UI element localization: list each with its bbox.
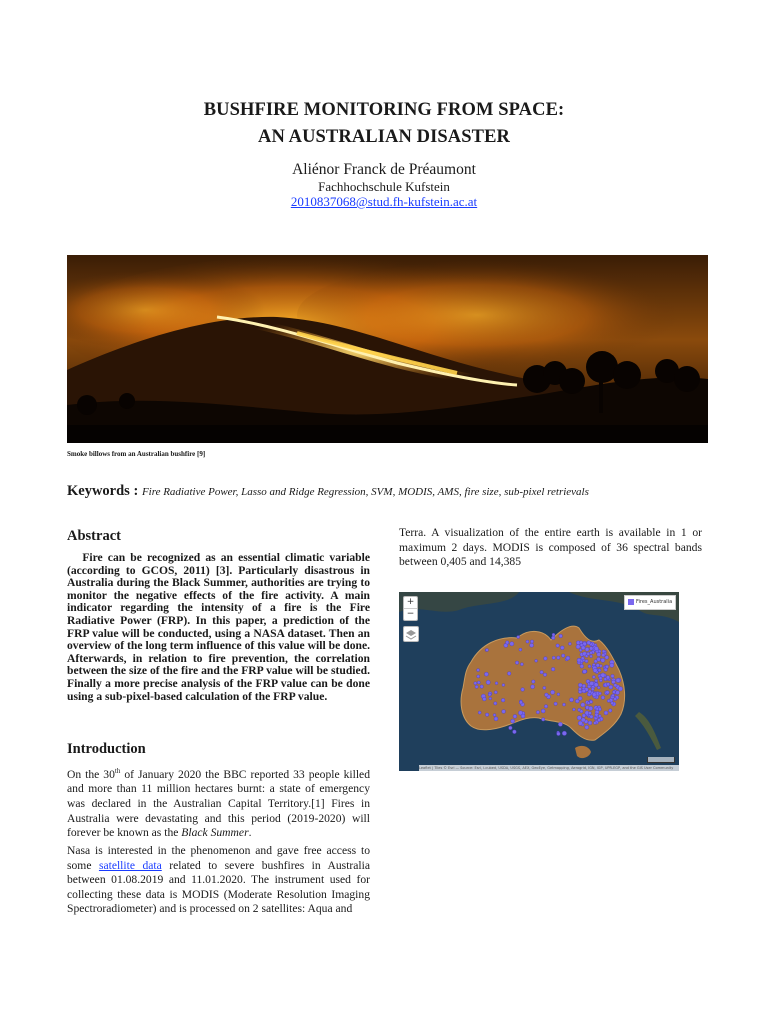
fire-point-marker[interactable]	[557, 656, 560, 659]
fire-point-marker[interactable]	[526, 640, 529, 643]
fire-point-marker[interactable]	[562, 654, 565, 657]
fire-point-marker[interactable]	[607, 699, 610, 702]
fire-point-marker[interactable]	[611, 702, 614, 705]
fire-point-marker[interactable]	[501, 698, 505, 702]
fire-point-marker[interactable]	[495, 682, 498, 685]
fire-point-marker[interactable]	[605, 665, 608, 668]
keywords-separator: :	[129, 483, 142, 499]
p1-sup: th	[114, 767, 121, 775]
fire-point-marker[interactable]	[587, 702, 590, 705]
legend-swatch	[628, 599, 634, 605]
fire-point-marker[interactable]	[589, 647, 593, 651]
fire-point-marker[interactable]	[474, 682, 477, 685]
fire-point-marker[interactable]	[509, 726, 513, 730]
fire-point-marker[interactable]	[578, 721, 582, 725]
fire-point-marker[interactable]	[610, 663, 614, 667]
fire-point-marker[interactable]	[513, 715, 517, 719]
zoom-control	[403, 596, 418, 621]
intro-paragraph-1	[67, 764, 370, 841]
fire-point-marker[interactable]	[581, 646, 585, 650]
fire-point-marker[interactable]	[557, 693, 560, 696]
fire-point-marker[interactable]	[551, 690, 555, 694]
fire-point-marker[interactable]	[595, 713, 598, 716]
fire-point-marker[interactable]	[616, 691, 620, 695]
keywords-text: Fire Radiative Power, Lasso and Ridge Regression, SVM, MODIS, AMS, fire size, sub-pixel retrievals	[141, 486, 589, 498]
fire-point-marker[interactable]	[540, 671, 543, 674]
affiliation: Fachhochschule Kufstein	[318, 179, 450, 194]
fire-point-marker[interactable]	[599, 665, 602, 668]
fire-point-marker[interactable]	[554, 702, 557, 705]
fire-point-marker[interactable]	[587, 652, 590, 655]
satellite-data-link[interactable]: satellite data	[98, 858, 162, 872]
fire-point-marker[interactable]	[544, 705, 547, 708]
bushfire-photo	[67, 255, 708, 443]
fire-point-marker[interactable]	[581, 703, 585, 707]
fire-point-marker[interactable]	[558, 722, 562, 726]
fire-point-marker[interactable]	[589, 712, 592, 715]
intro-paragraph-3: Terra. A visualization of the entire earth is available in 1 or maximum 2 days. MODIS is composed of 36 spectral bands between 0,405 and 14,385	[399, 526, 702, 569]
fire-point-marker[interactable]	[477, 669, 480, 672]
fire-point-marker[interactable]	[614, 684, 617, 687]
fire-point-marker[interactable]	[601, 696, 605, 700]
fire-point-marker[interactable]	[582, 684, 586, 688]
fire-point-marker[interactable]	[612, 691, 615, 694]
fire-point-marker[interactable]	[477, 681, 480, 684]
fire-point-marker[interactable]	[494, 691, 497, 694]
fire-point-marker[interactable]	[489, 697, 492, 700]
fire-point-marker[interactable]	[585, 660, 588, 663]
fire-point-marker[interactable]	[475, 685, 478, 688]
fire-point-marker[interactable]	[477, 675, 480, 678]
fire-point-marker[interactable]	[612, 680, 616, 684]
author-name: Aliénor Franck de Préaumont	[292, 161, 476, 178]
title-line-2: AN AUSTRALIAN DISASTER	[257, 127, 510, 147]
fire-point-marker[interactable]	[480, 685, 483, 688]
fire-point-marker[interactable]	[493, 714, 496, 717]
fire-point-marker[interactable]	[551, 636, 555, 640]
fire-point-marker[interactable]	[606, 691, 610, 695]
fire-point-marker[interactable]	[478, 711, 481, 714]
fire-point-marker[interactable]	[593, 668, 597, 672]
fire-point-marker[interactable]	[611, 674, 614, 677]
fire-point-marker[interactable]	[541, 709, 545, 713]
fire-point-marker[interactable]	[596, 707, 599, 710]
abstract-body: Fire can be recognized as an essential climatic variable (according to GCOS, 2011) [3]. Particularly disastrous in Australia during the Black Summer, authorities are trying to monitor the negative effects of the fire activity. A main indicator regarding the intensity of a fire is the Fire Radiative Power (FRP). In this paper, a prediction of the FRP value will be conducted, using a NASA dataset. Then an overview of the long term influence of this value will be done. Afterwards, in relation to fire prevention, the correlation between the size of the fire and the FRP value will be studied. Finally a more precise analysis of the FRP value can be done using a sub-pixel-based calculation of the FRP value.	[67, 551, 370, 703]
fire-point-marker[interactable]	[568, 642, 571, 645]
fire-point-marker[interactable]	[585, 647, 589, 651]
fire-point-marker[interactable]	[597, 657, 601, 661]
fire-point-marker[interactable]	[598, 650, 601, 653]
fire-point-marker[interactable]	[576, 645, 580, 649]
email-link[interactable]: 2010837068@stud.fh-kufstein.ac.at	[290, 194, 478, 209]
p1-middle: of January 2020 the BBC reported 33 people killed and more than 11 million hectares burnt: a state of emergency was declared in the Australian Capital Territory.[1] Fires in Australia were devastating and this period (2019-2020) will forever be known as the	[67, 767, 371, 840]
fire-point-marker[interactable]	[588, 665, 591, 668]
fire-point-marker[interactable]	[520, 663, 523, 666]
fire-point-marker[interactable]	[559, 634, 563, 638]
fire-point-marker[interactable]	[513, 730, 517, 734]
p1-end: .	[248, 826, 252, 840]
figure-caption: Smoke billows from an Australian bushfire [9]	[67, 450, 206, 458]
fire-point-marker[interactable]	[605, 656, 609, 660]
fire-point-marker[interactable]	[606, 676, 610, 680]
fire-point-marker[interactable]	[486, 680, 490, 684]
fire-point-marker[interactable]	[494, 717, 498, 721]
fire-point-marker[interactable]	[594, 722, 597, 725]
fire-point-marker[interactable]	[592, 693, 596, 697]
fire-point-marker[interactable]	[580, 710, 583, 713]
fire-point-marker[interactable]	[595, 679, 598, 682]
fire-point-marker[interactable]	[530, 643, 534, 647]
introduction-heading: Introduction	[67, 741, 146, 757]
fire-point-marker[interactable]	[502, 684, 505, 687]
fire-point-marker[interactable]	[583, 670, 587, 674]
fire-point-marker[interactable]	[589, 706, 593, 710]
fire-point-marker[interactable]	[552, 656, 555, 659]
fire-point-marker[interactable]	[485, 713, 488, 716]
fire-point-marker[interactable]	[482, 697, 486, 701]
fire-point-marker[interactable]	[502, 710, 506, 714]
fire-point-marker[interactable]	[544, 657, 548, 661]
zoom-out-button[interactable]: −	[406, 609, 415, 619]
fire-point-marker[interactable]	[612, 694, 615, 697]
title-line-1: BUSHFIRE MONITORING FROM SPACE:	[203, 100, 565, 120]
fire-point-marker[interactable]	[601, 658, 605, 662]
fire-point-marker[interactable]	[599, 677, 602, 680]
fire-point-marker[interactable]	[560, 646, 564, 650]
fire-point-marker[interactable]	[517, 636, 520, 639]
fire-point-marker[interactable]	[597, 718, 600, 721]
fire-point-marker[interactable]	[587, 641, 591, 645]
fire-point-marker[interactable]	[607, 683, 610, 686]
p2-rest: related to severe bushfires in Australia between 01.08.2019 and 11.01.2020. The instrument used for collecting these data is MODIS (Moderate Resolution Imaging Spectroradiometer) and is processed on 2 satellites: Aqua and	[67, 858, 371, 916]
fire-point-marker[interactable]	[486, 649, 489, 652]
keywords-label: Keywords	[67, 483, 130, 499]
map-legend	[624, 595, 676, 610]
fire-point-marker[interactable]	[566, 656, 570, 660]
fire-point-marker[interactable]	[577, 658, 581, 662]
fire-point-marker[interactable]	[602, 650, 605, 653]
fire-point-marker[interactable]	[521, 688, 525, 692]
fire-point-marker[interactable]	[494, 702, 497, 705]
fire-point-marker[interactable]	[530, 640, 533, 643]
fire-point-marker[interactable]	[521, 714, 525, 718]
paper-title	[0, 97, 768, 151]
p2-start: Nasa is interested in the phenomenon and gave free access to some	[67, 844, 370, 872]
fire-point-marker[interactable]	[545, 693, 549, 697]
fire-point-marker[interactable]	[592, 676, 595, 679]
fire-point-marker[interactable]	[597, 686, 600, 689]
fire-point-marker[interactable]	[507, 672, 511, 676]
fire-point-marker[interactable]	[598, 669, 601, 672]
legend-label: Fires_Australia	[636, 599, 673, 605]
fire-point-marker[interactable]	[488, 693, 491, 696]
keywords	[67, 483, 589, 500]
fire-point-marker[interactable]	[598, 715, 601, 718]
fire-point-marker[interactable]	[543, 686, 546, 689]
abstract-heading: Abstract	[67, 528, 121, 544]
fire-point-marker[interactable]	[515, 661, 518, 664]
p1-start: On the 30	[67, 767, 115, 781]
fire-point-marker[interactable]	[557, 732, 561, 736]
fire-point-marker[interactable]	[551, 667, 555, 671]
fire-point-marker[interactable]	[590, 655, 593, 658]
fire-point-marker[interactable]	[616, 678, 620, 682]
fire-point-marker[interactable]	[609, 709, 612, 712]
fire-point-marker[interactable]	[556, 644, 559, 647]
fire-point-marker[interactable]	[519, 648, 522, 651]
fire-point-marker[interactable]	[531, 685, 535, 689]
fire-point-marker[interactable]	[573, 708, 576, 711]
fire-point-marker[interactable]	[604, 711, 608, 715]
fire-point-marker[interactable]	[536, 711, 539, 714]
fire-point-marker[interactable]	[570, 698, 574, 702]
abstract-text	[67, 552, 370, 703]
fire-point-marker[interactable]	[563, 703, 566, 706]
zoom-in-button[interactable]: +	[404, 597, 417, 609]
fire-point-marker[interactable]	[562, 731, 566, 735]
fire-point-marker[interactable]	[590, 715, 593, 718]
fire-point-marker[interactable]	[580, 641, 583, 644]
fire-point-marker[interactable]	[577, 716, 581, 720]
fire-point-marker[interactable]	[532, 680, 535, 683]
fire-point-marker[interactable]	[484, 672, 488, 676]
fire-point-marker[interactable]	[590, 681, 594, 685]
fire-point-marker[interactable]	[543, 673, 546, 676]
fire-point-marker[interactable]	[552, 633, 555, 636]
fire-point-marker[interactable]	[582, 689, 586, 693]
fire-point-marker[interactable]	[578, 683, 582, 687]
fire-point-marker[interactable]	[588, 721, 592, 725]
fire-point-marker[interactable]	[597, 653, 601, 657]
fire-point-marker[interactable]	[599, 692, 602, 695]
fire-point-marker[interactable]	[575, 699, 579, 703]
fire-point-marker[interactable]	[542, 718, 545, 721]
p1-italic: Black Summer	[181, 826, 249, 840]
map-attribution: Leaflet | Tiles © Esri — Source: Esri, i-cubed, USDA, USGS, AEX, GeoEye, Getmapping, Aerogrid, IGN, IGP, UPR-EGP, and the GIS User Community	[419, 765, 679, 771]
fire-point-marker[interactable]	[594, 683, 598, 687]
fire-point-marker[interactable]	[581, 657, 584, 660]
fire-point-marker[interactable]	[510, 642, 514, 646]
fire-point-marker[interactable]	[578, 687, 581, 690]
fire-point-marker[interactable]	[519, 701, 522, 704]
fire-point-marker[interactable]	[535, 659, 538, 662]
fire-point-marker[interactable]	[580, 664, 584, 668]
fire-point-marker[interactable]	[594, 646, 598, 650]
fire-point-marker[interactable]	[591, 688, 594, 691]
fire-map-canvas	[399, 592, 679, 771]
fire-point-marker[interactable]	[602, 653, 605, 656]
author-email	[0, 194, 768, 210]
fire-point-marker[interactable]	[585, 725, 589, 729]
layers-icon[interactable]	[403, 626, 419, 642]
fire-map[interactable]	[399, 592, 679, 771]
fire-point-marker[interactable]	[618, 687, 622, 691]
fire-point-marker[interactable]	[506, 641, 509, 644]
map-scale-bar	[647, 757, 675, 763]
intro-paragraph-2	[67, 844, 370, 917]
fire-point-marker[interactable]	[511, 719, 515, 723]
